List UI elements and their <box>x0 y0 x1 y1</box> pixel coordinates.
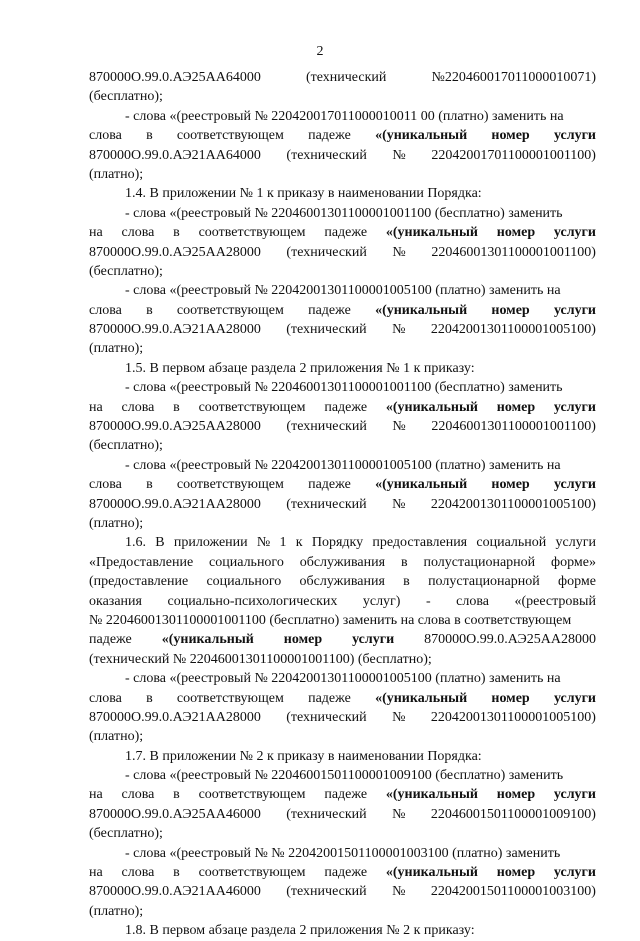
text-line <box>89 727 596 746</box>
text-line <box>89 766 596 785</box>
text-line <box>89 495 596 514</box>
text-word: 870000О.99.0.АЭ21АА28000 <box>89 496 261 512</box>
text-word: слова <box>89 128 122 144</box>
text-word: 870000О.99.0.АЭ25АА28000 <box>424 632 596 648</box>
text-word: «(уникальный <box>385 787 478 803</box>
text-line <box>89 165 596 184</box>
text-word: 870000О.99.0.АЭ25АА46000 <box>89 806 261 822</box>
text-word: слова <box>121 865 155 881</box>
text-word: соответствующем <box>176 302 284 318</box>
text-word: в <box>146 477 153 493</box>
text-word: к <box>295 535 303 551</box>
text-word: «(уникальный <box>385 399 478 415</box>
text-word: (технический <box>286 884 367 900</box>
text-word: приложении <box>173 535 248 551</box>
text-word: № <box>256 535 271 551</box>
text-word: на <box>89 787 103 803</box>
text-word: соответствующем <box>198 865 306 881</box>
text-line <box>89 359 596 378</box>
text-word: полустационарной <box>423 554 536 570</box>
text-word: «(уникальный <box>375 477 468 493</box>
text-word: (технический <box>286 709 367 725</box>
text-word: (платно); <box>89 903 144 919</box>
text-line <box>89 650 596 669</box>
text-word: услуги <box>553 477 596 493</box>
text-word: - <box>425 593 431 609</box>
text-word: предоставления <box>372 535 468 551</box>
text-line <box>89 417 596 436</box>
text-word: - слова «(реестровый № 22046001301100001001100 (бесплатно) заменить <box>125 205 563 221</box>
text-word: 1.4. В приложении № 1 к приказу в наименовании Порядка: <box>125 186 482 202</box>
text-word: номер <box>283 632 323 648</box>
text-line <box>89 475 596 494</box>
text-word: номер <box>491 302 530 318</box>
text-word: в <box>400 554 408 570</box>
text-word: «(уникальный <box>385 865 478 881</box>
text-word: падеже <box>324 787 368 803</box>
text-line <box>89 572 596 591</box>
text-word: падеже <box>324 225 368 241</box>
text-line <box>89 87 596 106</box>
text-word: 1.5. В первом абзаце раздела 2 приложения № 1 к приказу: <box>125 360 475 376</box>
text-word: (технический <box>286 147 367 163</box>
text-line <box>89 339 596 358</box>
text-word: номер <box>491 690 530 706</box>
text-word: падеже <box>308 477 351 493</box>
text-word: (технический № 22046001301100001001100) (бесплатно); <box>89 651 432 667</box>
text-word: 22042001301100001005100) <box>430 709 596 725</box>
text-word: № <box>392 806 406 822</box>
text-line <box>89 281 596 300</box>
text-line <box>89 669 596 688</box>
text-word: услуг) <box>362 593 401 609</box>
text-word: № <box>392 244 406 260</box>
text-word: (технический <box>286 244 367 260</box>
text-word: соответствующем <box>198 399 306 415</box>
text-word: полустационарной <box>428 574 540 590</box>
text-line <box>89 204 596 223</box>
text-word: социально-психологических <box>167 593 338 609</box>
text-line <box>89 844 596 863</box>
text-line <box>89 689 596 708</box>
text-word: - слова «(реестровый № 22042001301100001005100 (платно) заменить на <box>125 457 561 473</box>
text-word: номер <box>496 787 536 803</box>
text-line <box>89 514 596 533</box>
text-line <box>89 68 596 87</box>
text-word: слова <box>89 690 122 706</box>
text-word: услуги <box>553 787 596 803</box>
text-line <box>89 805 596 824</box>
text-word: на <box>89 865 103 881</box>
text-word: форме <box>558 574 596 590</box>
text-line <box>89 882 596 901</box>
page-number: 2 <box>316 44 324 59</box>
text-line <box>89 708 596 727</box>
text-word: падеже <box>308 302 351 318</box>
text-word: услуги <box>555 535 596 551</box>
text-word: падеже <box>89 632 132 648</box>
text-line <box>89 553 596 572</box>
text-word: (платно); <box>89 341 144 357</box>
text-word: падеже <box>324 865 368 881</box>
text-word: 22046001301100001001100) <box>431 244 596 260</box>
text-word: слова <box>89 477 122 493</box>
text-word: в <box>173 865 180 881</box>
text-word: 1.8. В первом абзаце раздела 2 приложения № 2 к приказу: <box>125 923 475 939</box>
text-word: падеже <box>308 128 351 144</box>
text-word: на <box>89 399 103 415</box>
text-word: (технический <box>286 322 367 338</box>
text-word: «(реестровый <box>514 593 596 609</box>
text-word: (предоставление <box>89 574 189 590</box>
text-word: 22042001301100001005100) <box>430 322 596 338</box>
text-word: номер <box>491 477 530 493</box>
text-word: слова <box>121 399 155 415</box>
text-word: В <box>155 535 165 551</box>
text-word: социальной <box>476 535 547 551</box>
text-line <box>89 630 596 649</box>
text-line <box>89 301 596 320</box>
text-word: «(уникальный <box>375 128 468 144</box>
text-word: - слова «(реестровый № 22042001301100001005100 (платно) заменить на <box>125 671 561 687</box>
text-word: в <box>146 128 153 144</box>
text-line <box>89 184 596 203</box>
text-word: в <box>173 787 180 803</box>
text-line <box>89 456 596 475</box>
text-word: в <box>173 225 180 241</box>
text-word: 22042001501100001003100) <box>430 884 596 900</box>
text-word: № <box>392 322 406 338</box>
text-word: услуги <box>352 632 395 648</box>
text-word: номер <box>491 128 530 144</box>
text-word: - слова «(реестровый № № 22042001501100001003100 (платно) заменить <box>125 845 561 861</box>
text-word: «(уникальный <box>375 302 468 318</box>
text-word: форме» <box>551 554 596 570</box>
text-word: номер <box>496 865 536 881</box>
text-word: слова <box>121 225 155 241</box>
text-word: 870000О.99.0.АЭ21АА46000 <box>89 884 261 900</box>
text-word: соответствующем <box>176 128 284 144</box>
text-word: (технический <box>286 419 367 435</box>
text-line <box>89 398 596 417</box>
text-line <box>89 824 596 843</box>
text-word: (бесплатно); <box>89 826 163 842</box>
text-word: № <box>392 496 406 512</box>
text-word: слова <box>121 787 155 803</box>
text-word: (технический <box>286 806 367 822</box>
text-word: № <box>392 147 406 163</box>
text-line <box>89 243 596 262</box>
text-line <box>89 592 596 611</box>
text-word: в <box>146 690 153 706</box>
text-word: 22046001501100001009100) <box>430 806 596 822</box>
text-word: слова <box>89 302 122 318</box>
text-word: на <box>89 225 103 241</box>
text-word: № <box>392 709 406 725</box>
text-word: обслуживания <box>299 574 385 590</box>
text-word: услуги <box>553 128 596 144</box>
text-word: Порядку <box>311 535 364 551</box>
text-word: падеже <box>308 690 351 706</box>
text-word: в <box>403 574 410 590</box>
text-word: (платно); <box>89 166 144 182</box>
text-word: услуги <box>553 302 596 318</box>
text-line <box>89 533 596 552</box>
text-word: (технический <box>286 496 367 512</box>
text-word: 870000О.99.0.АЭ21АА28000 <box>89 322 261 338</box>
text-line <box>89 320 596 339</box>
text-word: «(уникальный <box>375 690 468 706</box>
text-line <box>89 107 596 126</box>
text-line <box>89 747 596 766</box>
text-word: 870000О.99.0.АЭ25АА28000 <box>89 244 261 260</box>
text-word: 870000О.99.0.АЭ21АА28000 <box>89 709 261 725</box>
text-word: (бесплатно); <box>89 89 163 105</box>
text-line <box>89 436 596 455</box>
text-word: - слова «(реестровый № 22046001501100001009100 (бесплатно) заменить <box>125 768 564 784</box>
text-word: соответствующем <box>176 477 284 493</box>
document-body <box>89 68 596 941</box>
text-word: оказания <box>89 593 142 609</box>
text-word: 1.6. <box>125 535 146 551</box>
text-word: № <box>392 419 406 435</box>
text-word: падеже <box>324 399 368 415</box>
text-word: обслуживания <box>299 554 386 570</box>
text-word: (бесплатно); <box>89 263 163 279</box>
text-word: (платно); <box>89 515 144 531</box>
text-line <box>89 611 596 630</box>
text-word: (бесплатно); <box>89 438 163 454</box>
text-line <box>89 126 596 145</box>
text-word: 870000О.99.0.АЭ21АА64000 <box>89 147 261 163</box>
text-word: 22042001301100001005100) <box>430 496 596 512</box>
text-word: 870000О.99.0.АЭ25АА28000 <box>89 419 261 435</box>
text-line <box>89 262 596 281</box>
text-word: услуги <box>553 865 596 881</box>
text-word: «Предоставление <box>89 554 194 570</box>
text-word: соответствующем <box>198 787 306 803</box>
text-line <box>89 921 596 940</box>
text-word: № 22046001301100001001100 (бесплатно) заменить на слова в соответствующем <box>89 612 572 628</box>
text-word: - слова «(реестровый № 22042001301100001005100 (платно) заменить на <box>125 283 561 299</box>
text-word: (платно); <box>89 729 144 745</box>
text-word: номер <box>496 225 536 241</box>
text-word: 1 <box>279 535 287 551</box>
text-word: соответствующем <box>198 225 306 241</box>
text-word: «(уникальный <box>385 225 478 241</box>
text-word: услуги <box>553 399 596 415</box>
text-word: в <box>146 302 153 318</box>
text-line <box>89 785 596 804</box>
text-word: 22042001701100001001100) <box>431 147 596 163</box>
text-line <box>89 378 596 397</box>
text-word: номер <box>496 399 536 415</box>
text-word: услуги <box>553 225 596 241</box>
text-word: слова <box>456 593 489 609</box>
text-word: 22046001301100001001100) <box>431 419 596 435</box>
text-word: социального <box>209 554 284 570</box>
text-word: - слова «(реестровый № 220420017011000010011 00 (платно) заменить на <box>125 108 564 124</box>
text-word: (технический <box>305 70 387 85</box>
text-word: «(уникальный <box>161 632 254 648</box>
text-word: №220460017011000010071) <box>431 70 596 85</box>
text-word: № <box>392 884 406 900</box>
text-word: соответствующем <box>176 690 284 706</box>
text-line <box>89 146 596 165</box>
text-word: услуги <box>553 690 596 706</box>
text-word: социального <box>206 574 282 590</box>
text-word: 870000О.99.0.АЭ25АА64000 <box>89 70 261 85</box>
text-word: - слова «(реестровый № 22046001301100001001100 (бесплатно) заменить <box>125 380 563 396</box>
text-word: в <box>173 399 180 415</box>
text-word: 1.7. В приложении № 2 к приказу в наименовании Порядка: <box>125 748 482 764</box>
text-line <box>89 223 596 242</box>
text-line <box>89 863 596 882</box>
